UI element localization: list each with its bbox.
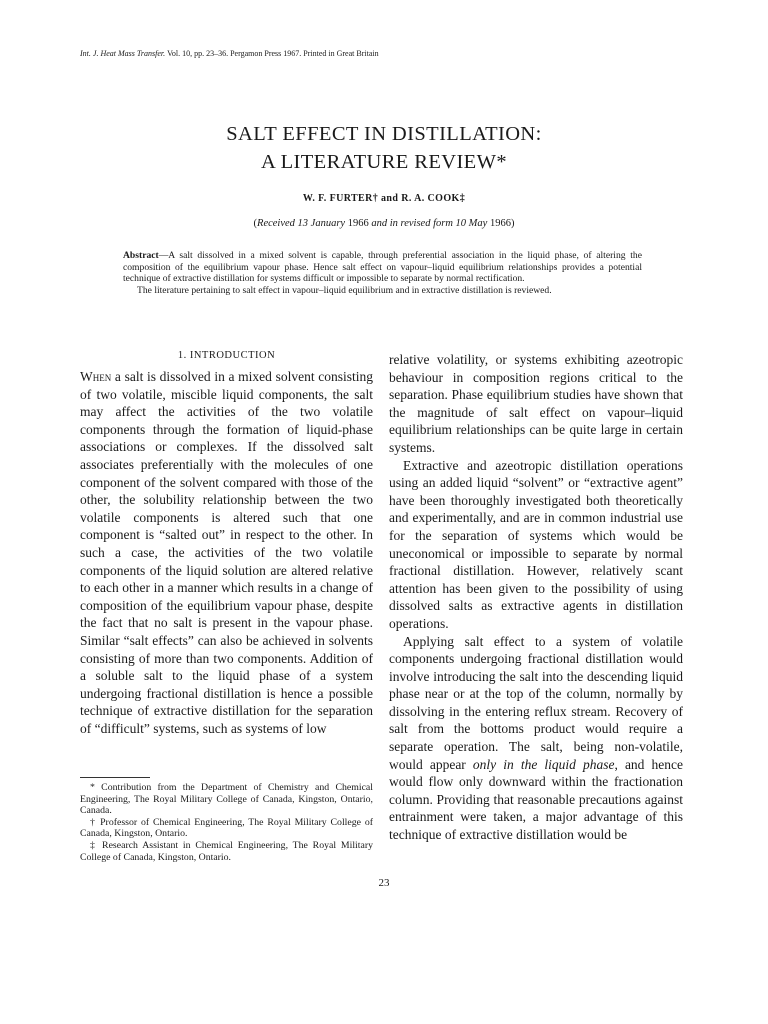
footnote-1: * Contribution from the Department of Chemistry and Chemical Engineering, The Royal Military College of Canada, Kingston, Ontario, Canada.: [80, 782, 373, 817]
footnotes: [80, 782, 373, 863]
intro-paragraph-1-text: a salt is dissolved in a mixed solvent consisting of two volatile, miscible liquid components, the salt may affect the activities of the two volatile components through the formation of liquid-phase associations or complexes. If the dissolved salt associates preferentially with the molecules of one component of the solvent compared with those of the other, the solubility relationship between the two volatile components is altered such that one component is “salted out” in respect to the other. In such a case, the activities of the two volatile components of the liquid solution are altered relative to each other in a manner which results in a change of composition of the equilibrium vapour phase, despite the fact that no salt is present in the vapour phase. Similar “salt effects” can also be achieved in solvents consisting of more than two components. Addition of a soluble salt to the liquid phase of a system undergoing fractional distillation is hence a possible technique of extractive distillation for the separation of “difficult” systems, such as systems of low: [80, 369, 373, 736]
intro-paragraph-3: Extractive and azeotropic distillation operations using an added liquid “solvent” or “extractive agent” have been thoroughly investigated both theoretically and experimentally, and are in common industrial use for the separation of systems which would be uneconomical or impossible to separate by normal fractional distillation. However, relatively scant attention has been given to the possibility of using dissolved salts as extractive agents in distillation operations.: [389, 457, 683, 631]
paper-title-line-1: SALT EFFECT IN DISTILLATION:: [226, 123, 542, 145]
section-heading: 1. INTRODUCTION: [177, 350, 276, 361]
abstract-paragraph-1: [123, 250, 642, 285]
lead-word: When: [80, 369, 112, 384]
abstract: [123, 250, 642, 296]
intro-paragraph-4-text-a: Applying salt effect to a system of volatile components undergoing fractional distillation would involve introducing the salt into the descending liquid phase near or at the top of the column, normally by dissolving in the entering reflux stream. Recovery of salt from the bottoms product would require a separate operation. The salt, being non-volatile, would appear: [389, 633, 683, 772]
intro-paragraph-4-emphasis: only in the liquid phase: [472, 756, 615, 772]
authors: W. F. FURTER† and R. A. COOK‡: [302, 193, 466, 204]
abstract-text-1: —A salt dissolved in a mixed solvent is capable, through preferential association in the liquid phase, of altering the composition of the equilibrium vapour phase. Hence salt effect on vapour–liquid equilibrium relationships provides a potential technique of extractive distillation for systems difficult or impossible to separate by normal rectification.: [123, 250, 642, 285]
journal-citation: [80, 49, 700, 58]
intro-paragraph-4-text-b: , and hence would flow only downward within the fractionation column. Providing that reasonable precautions against entrainment were taken, a major advantage of this technique of extractive distillation would be: [389, 756, 683, 843]
abstract-paragraph-2: The literature pertaining to salt effect in vapour–liquid equilibrium and in extractive distillation is reviewed.: [137, 284, 552, 296]
revised-label: and in revised form: [368, 218, 456, 229]
revised-date: 10 May: [455, 218, 488, 229]
journal-volume-info: Vol. 10, pp. 23–36. Pergamon Press 1967. Printed in Great Britain: [167, 49, 379, 58]
paper-title-line-2: A LITERATURE REVIEW*: [261, 151, 507, 173]
journal-name: Int. J. Heat Mass Transfer.: [80, 49, 166, 58]
page-number: 23: [378, 877, 390, 889]
received-year: 1966: [347, 218, 369, 229]
intro-paragraph-4: [389, 633, 683, 844]
footnote-2: † Professor of Chemical Engineering, The Royal Military College of Canada, Kingston, Ontario.: [80, 816, 373, 840]
received-dates: [0, 218, 768, 229]
footnote-3: ‡ Research Assistant in Chemical Engineering, The Royal Military College of Canada, Kingston, Ontario.: [80, 839, 373, 863]
abstract-label: Abstract: [123, 250, 159, 261]
intro-paragraph-2: relative volatility, or systems exhibiting azeotropic behaviour in composition regions critical to the separation. Phase equilibrium studies have shown that the magnitude of salt effect on vapour–liquid equilibrium relationships can be quite large in certain systems.: [389, 352, 683, 455]
right-column: [389, 351, 683, 844]
received-open: (: [253, 218, 258, 229]
received-date: 13 January: [294, 218, 348, 229]
intro-paragraph-1: [80, 368, 373, 737]
left-column: [80, 349, 373, 737]
footnote-rule: [80, 777, 150, 778]
revised-year: 1966): [487, 218, 515, 229]
received-label: Received: [257, 218, 295, 229]
